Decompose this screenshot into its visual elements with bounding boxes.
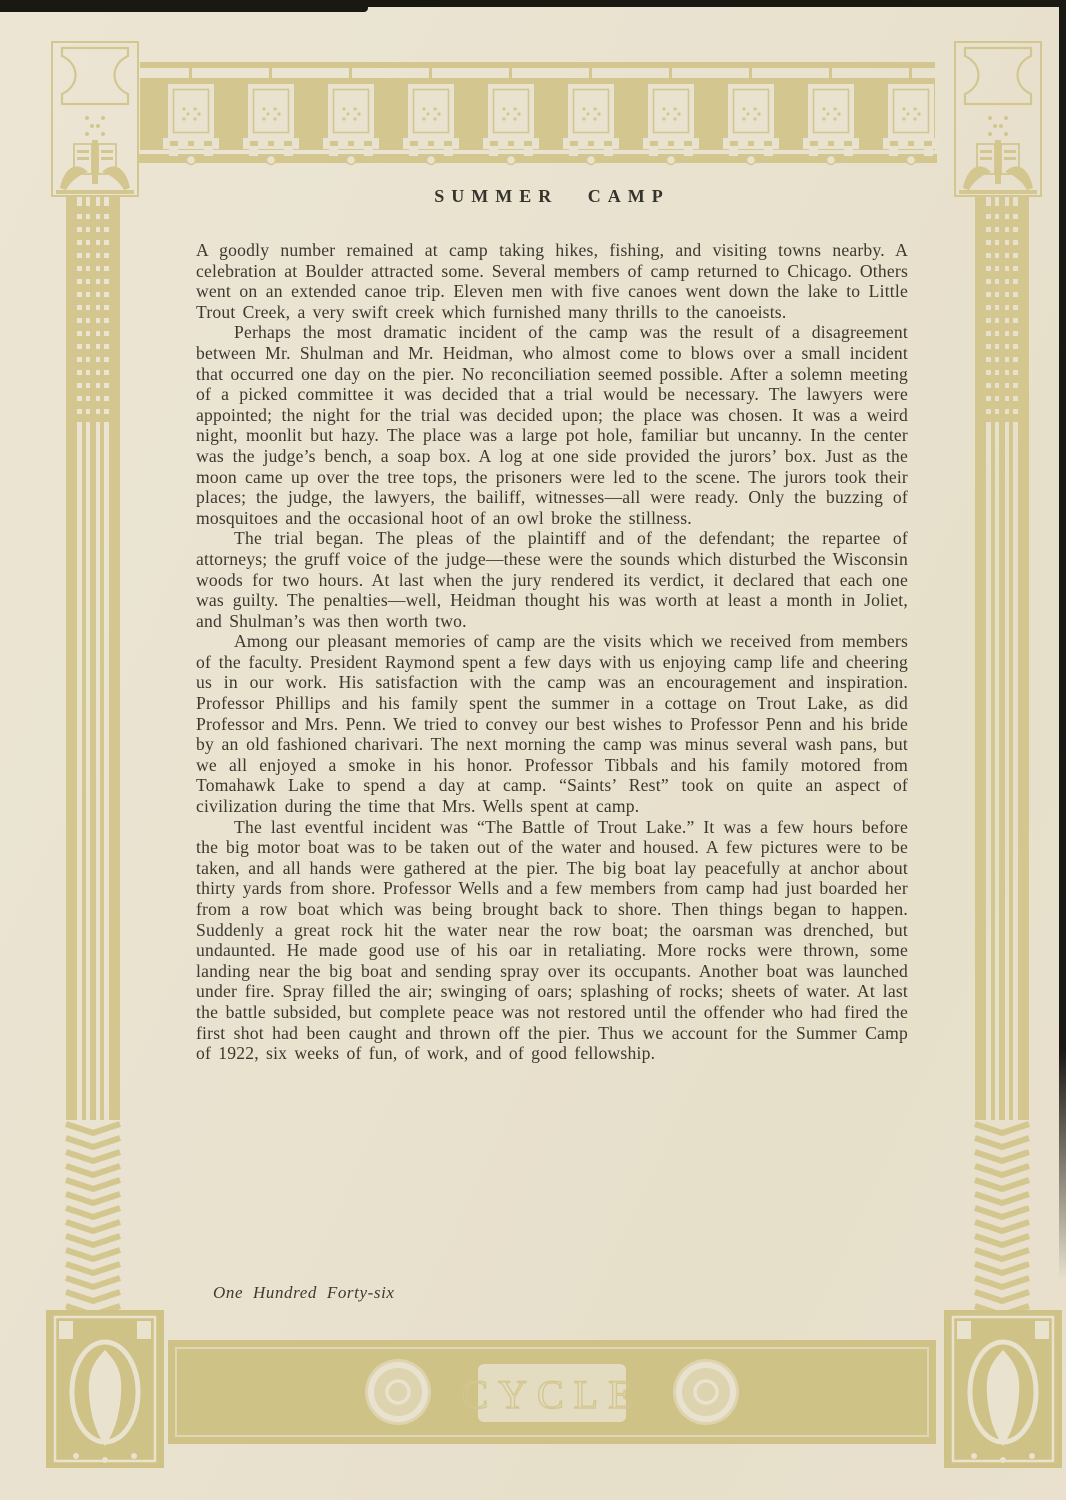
- body-text: [196, 240, 908, 1256]
- capital-ornament-left: [52, 42, 138, 196]
- border-column-right: [975, 196, 1029, 1315]
- border-column-left: [66, 196, 120, 1315]
- bottom-band-ornament: [168, 1340, 936, 1444]
- page-title: SUMMER CAMP: [434, 186, 670, 206]
- scan-edge-top: [0, 0, 1066, 7]
- top-frieze-ornament: [137, 62, 939, 165]
- capital-ornament-right: [955, 42, 1041, 196]
- shield-ornament-left: [46, 1310, 164, 1468]
- paragraph-2: Perhaps the most dramatic incident of the camp was the result of a disagreement between Mr. Shulman and Mr. Heidman, who almost come to blows over a small incident that occurred one day on the pier. No reconciliation seemed possible. After a solemn meeting of a picked committee it was decided that a trial would be necessary. The lawyers were appointed; the night for the trial was decided upon; the place was chosen. It was a weird night, moonlit but hazy. The place was a large pot hole, familiar but uncanny. In the center was the judge’s bench, a soap box. A log at one side provided the jurors’ box. Just as the moon came up over the tree tops, the prisoners were led to the scene. The jurors took their places; the judge, the lawyers, the bailiff, witnesses—all were ready. Only the buzzing of mosquitoes and the occasional hoot of an owl broke the stillness.: [196, 322, 908, 528]
- scan-edge-right: [1059, 0, 1066, 1280]
- paragraph-4: Among our pleasant memories of camp are the visits which we received from members of the faculty. President Raymond spent a few days with us enjoying camp life and cheering us in our work. His satisfaction with the camp was an encouragement and inspiration. Professor Phillips and his family spent the summer in a cottage on Trout Lake, as did Professor and Mrs. Penn. We tried to convey our best wishes to Professor Penn and his bride by an old fashioned charivari. The next morning the camp was minus several wash pans, but we all enjoyed a smoke in his honor. Professor Tibbals and his family motored from Tomahawk Lake to spend a day at camp. “Saints’ Rest” took on quite an aspect of civilization during the time that Mrs. Wells spent at camp.: [196, 631, 908, 817]
- page-number: One Hundred Forty-six: [213, 1283, 395, 1302]
- text-column: [196, 186, 908, 1256]
- paragraph-3: The trial began. The pleas of the plaintiff and of the defendant; the repartee of attorneys; the gruff voice of the judge—these were the sounds which disturbed the Wisconsin woods for two hours. At last when the jury rendered its verdict, it declared that each one was guilty. The penalties—well, Heidman thought his was worth at least a month in Joliet, and Shulman’s was then worth two.: [196, 528, 908, 631]
- paragraph-5: The last eventful incident was “The Battle of Trout Lake.” It was a few hours before the big motor boat was to be taken out of the water and housed. A few pictures were to be taken, and all hands were gathered at the pier. The big boat lay peacefully at anchor about thirty yards from shore. Professor Wells and a few members from camp had just boarded her from a row boat which was being brought back to shore. Then things began to happen. Suddenly a great rock hit the water near the row boat; the oarsman was drenched, but undaunted. He made good use of his oar in retaliating. More rocks were thrown, some landing near the big boat and sending spray over its occupants. Another boat was launched under fire. Spray filled the air; swinging of oars; splashing of rocks; sheets of water. At last the battle subsided, but complete peace was not restored until the offender who had fired the first shot had been caught and thrown off the pier. Thus we account for the Summer Camp of 1922, six weeks of fun, of work, and of good fellowship.: [196, 816, 908, 1064]
- shield-ornament-right: [944, 1310, 1062, 1468]
- paragraph-1: A goodly number remained at camp taking hikes, fishing, and visiting towns nearby. A celebration at Boulder attracted some. Several members of camp returned to Chicago. Others went on an extended canoe trip. Eleven men with five canoes went down the lake to Little Trout Creek, a very swift creek which furnished many thrills to the canoeists.: [196, 240, 908, 322]
- band-lettering: CYCLE: [461, 1372, 643, 1417]
